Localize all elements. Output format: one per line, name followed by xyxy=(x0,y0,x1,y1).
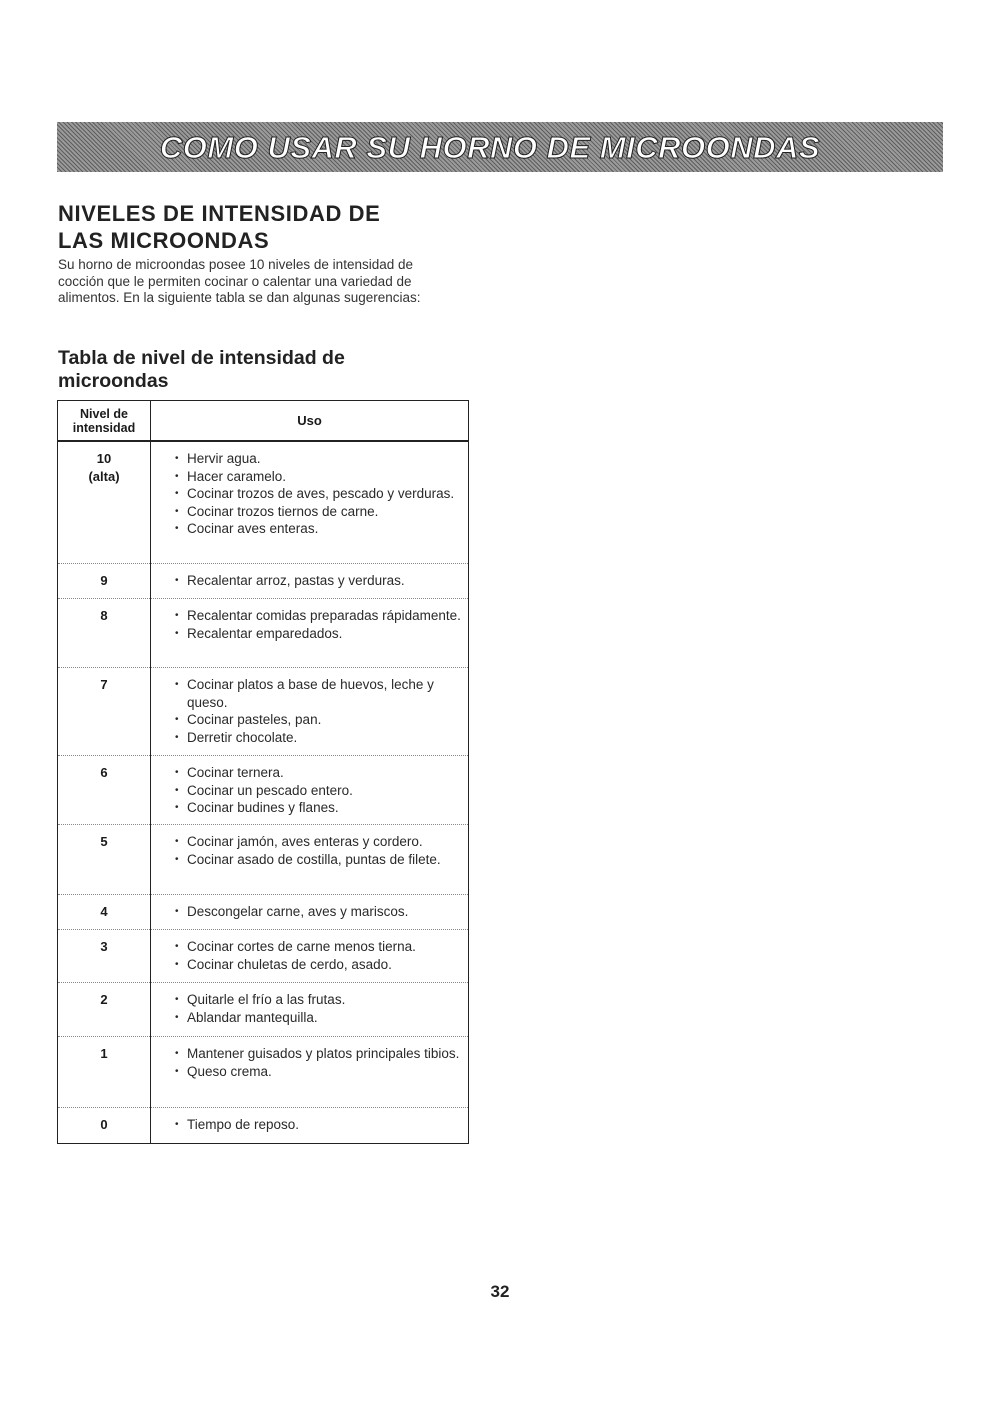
row-level: 1 xyxy=(100,1046,108,1061)
row-uses xyxy=(175,833,463,868)
use-item: • Cocinar trozos tiernos de carne. xyxy=(175,503,463,521)
row-uses xyxy=(175,764,463,817)
section-title-line-2: LAS MICROONDAS xyxy=(58,228,270,253)
use-item: • Cocinar chuletas de cerdo, asado. xyxy=(175,956,463,974)
row-uses xyxy=(175,676,463,746)
table-row xyxy=(58,1108,468,1142)
table-row xyxy=(58,930,468,983)
row-uses xyxy=(175,903,463,921)
banner-title: COMO USAR SU HORNO DE MICROONDAS xyxy=(159,129,821,165)
use-item: • Descongelar carne, aves y mariscos. xyxy=(175,903,463,921)
use-item: • Cocinar aves enteras. xyxy=(175,520,463,538)
use-item: • Ablandar mantequilla. xyxy=(175,1009,463,1027)
intro-paragraph: Su horno de microondas posee 10 niveles de intensidad de cocción que le permiten cocinar o calentar una variedad de alimentos. En la siguiente tabla se dan algunas sugerencias: xyxy=(58,257,421,305)
row-uses xyxy=(175,607,463,642)
row-level: 0 xyxy=(100,1117,108,1132)
table-header xyxy=(58,401,468,442)
table-title: Tabla de nivel de intensidad de microondas xyxy=(58,347,345,392)
use-item: • Hacer caramelo. xyxy=(175,468,463,486)
table-row xyxy=(58,442,468,564)
table-row xyxy=(58,1037,468,1108)
table-row xyxy=(58,599,468,668)
use-item: • Cocinar ternera. xyxy=(175,764,463,782)
use-item: • Tiempo de reposo. xyxy=(175,1116,463,1134)
row-level: 7 xyxy=(100,677,108,692)
use-item: • Derretir chocolate. xyxy=(175,729,463,747)
row-uses xyxy=(175,991,463,1026)
table-row xyxy=(58,983,468,1037)
row-uses xyxy=(175,1116,463,1134)
row-level: 9 xyxy=(100,573,108,588)
use-item: • Queso crema. xyxy=(175,1063,463,1081)
use-item: • Quitarle el frío a las frutas. xyxy=(175,991,463,1009)
table-row xyxy=(58,564,468,599)
use-item: • Cocinar un pescado entero. xyxy=(175,782,463,800)
row-level: 8 xyxy=(100,608,108,623)
header-use: Uso xyxy=(297,413,322,428)
use-item: • Mantener guisados y platos principales tibios. xyxy=(175,1045,463,1063)
use-item: • Cocinar asado de costilla, puntas de filete. xyxy=(175,851,463,869)
row-level: 6 xyxy=(100,765,108,780)
table-row xyxy=(58,825,468,895)
row-level: 2 xyxy=(100,992,108,1007)
row-uses xyxy=(175,572,463,590)
row-level: 5 xyxy=(100,834,108,849)
table-row xyxy=(58,668,468,756)
use-item: • Cocinar pasteles, pan. xyxy=(175,711,463,729)
use-item: • Cocinar trozos de aves, pescado y verduras. xyxy=(175,485,463,503)
section-title-line-1: NIVELES DE INTENSIDAD DE xyxy=(58,201,381,226)
row-uses xyxy=(175,1045,463,1080)
intensity-table xyxy=(57,400,469,1144)
use-item: • Hervir agua. xyxy=(175,450,463,468)
header-banner xyxy=(57,122,943,172)
table-row xyxy=(58,756,468,825)
use-item: • Recalentar arroz, pastas y verduras. xyxy=(175,572,463,590)
row-level: 4 xyxy=(100,904,108,919)
use-item: • Cocinar cortes de carne menos tierna. xyxy=(175,938,463,956)
use-item: • Cocinar jamón, aves enteras y cordero. xyxy=(175,833,463,851)
use-item: • Cocinar budines y flanes. xyxy=(175,799,463,817)
row-level: 10 (alta) xyxy=(88,451,120,484)
page-number: 32 xyxy=(490,1282,510,1301)
row-uses xyxy=(175,938,463,973)
use-item: • Recalentar comidas preparadas rápidamente. xyxy=(175,607,463,625)
row-uses xyxy=(175,450,463,538)
row-level: 3 xyxy=(100,939,108,954)
table-row xyxy=(58,895,468,930)
section-title xyxy=(58,200,380,254)
use-item: • Recalentar emparedados. xyxy=(175,625,463,643)
header-level: Nivel de intensidad xyxy=(72,406,136,435)
use-item: • Cocinar platos a base de huevos, leche y queso. xyxy=(175,676,463,711)
